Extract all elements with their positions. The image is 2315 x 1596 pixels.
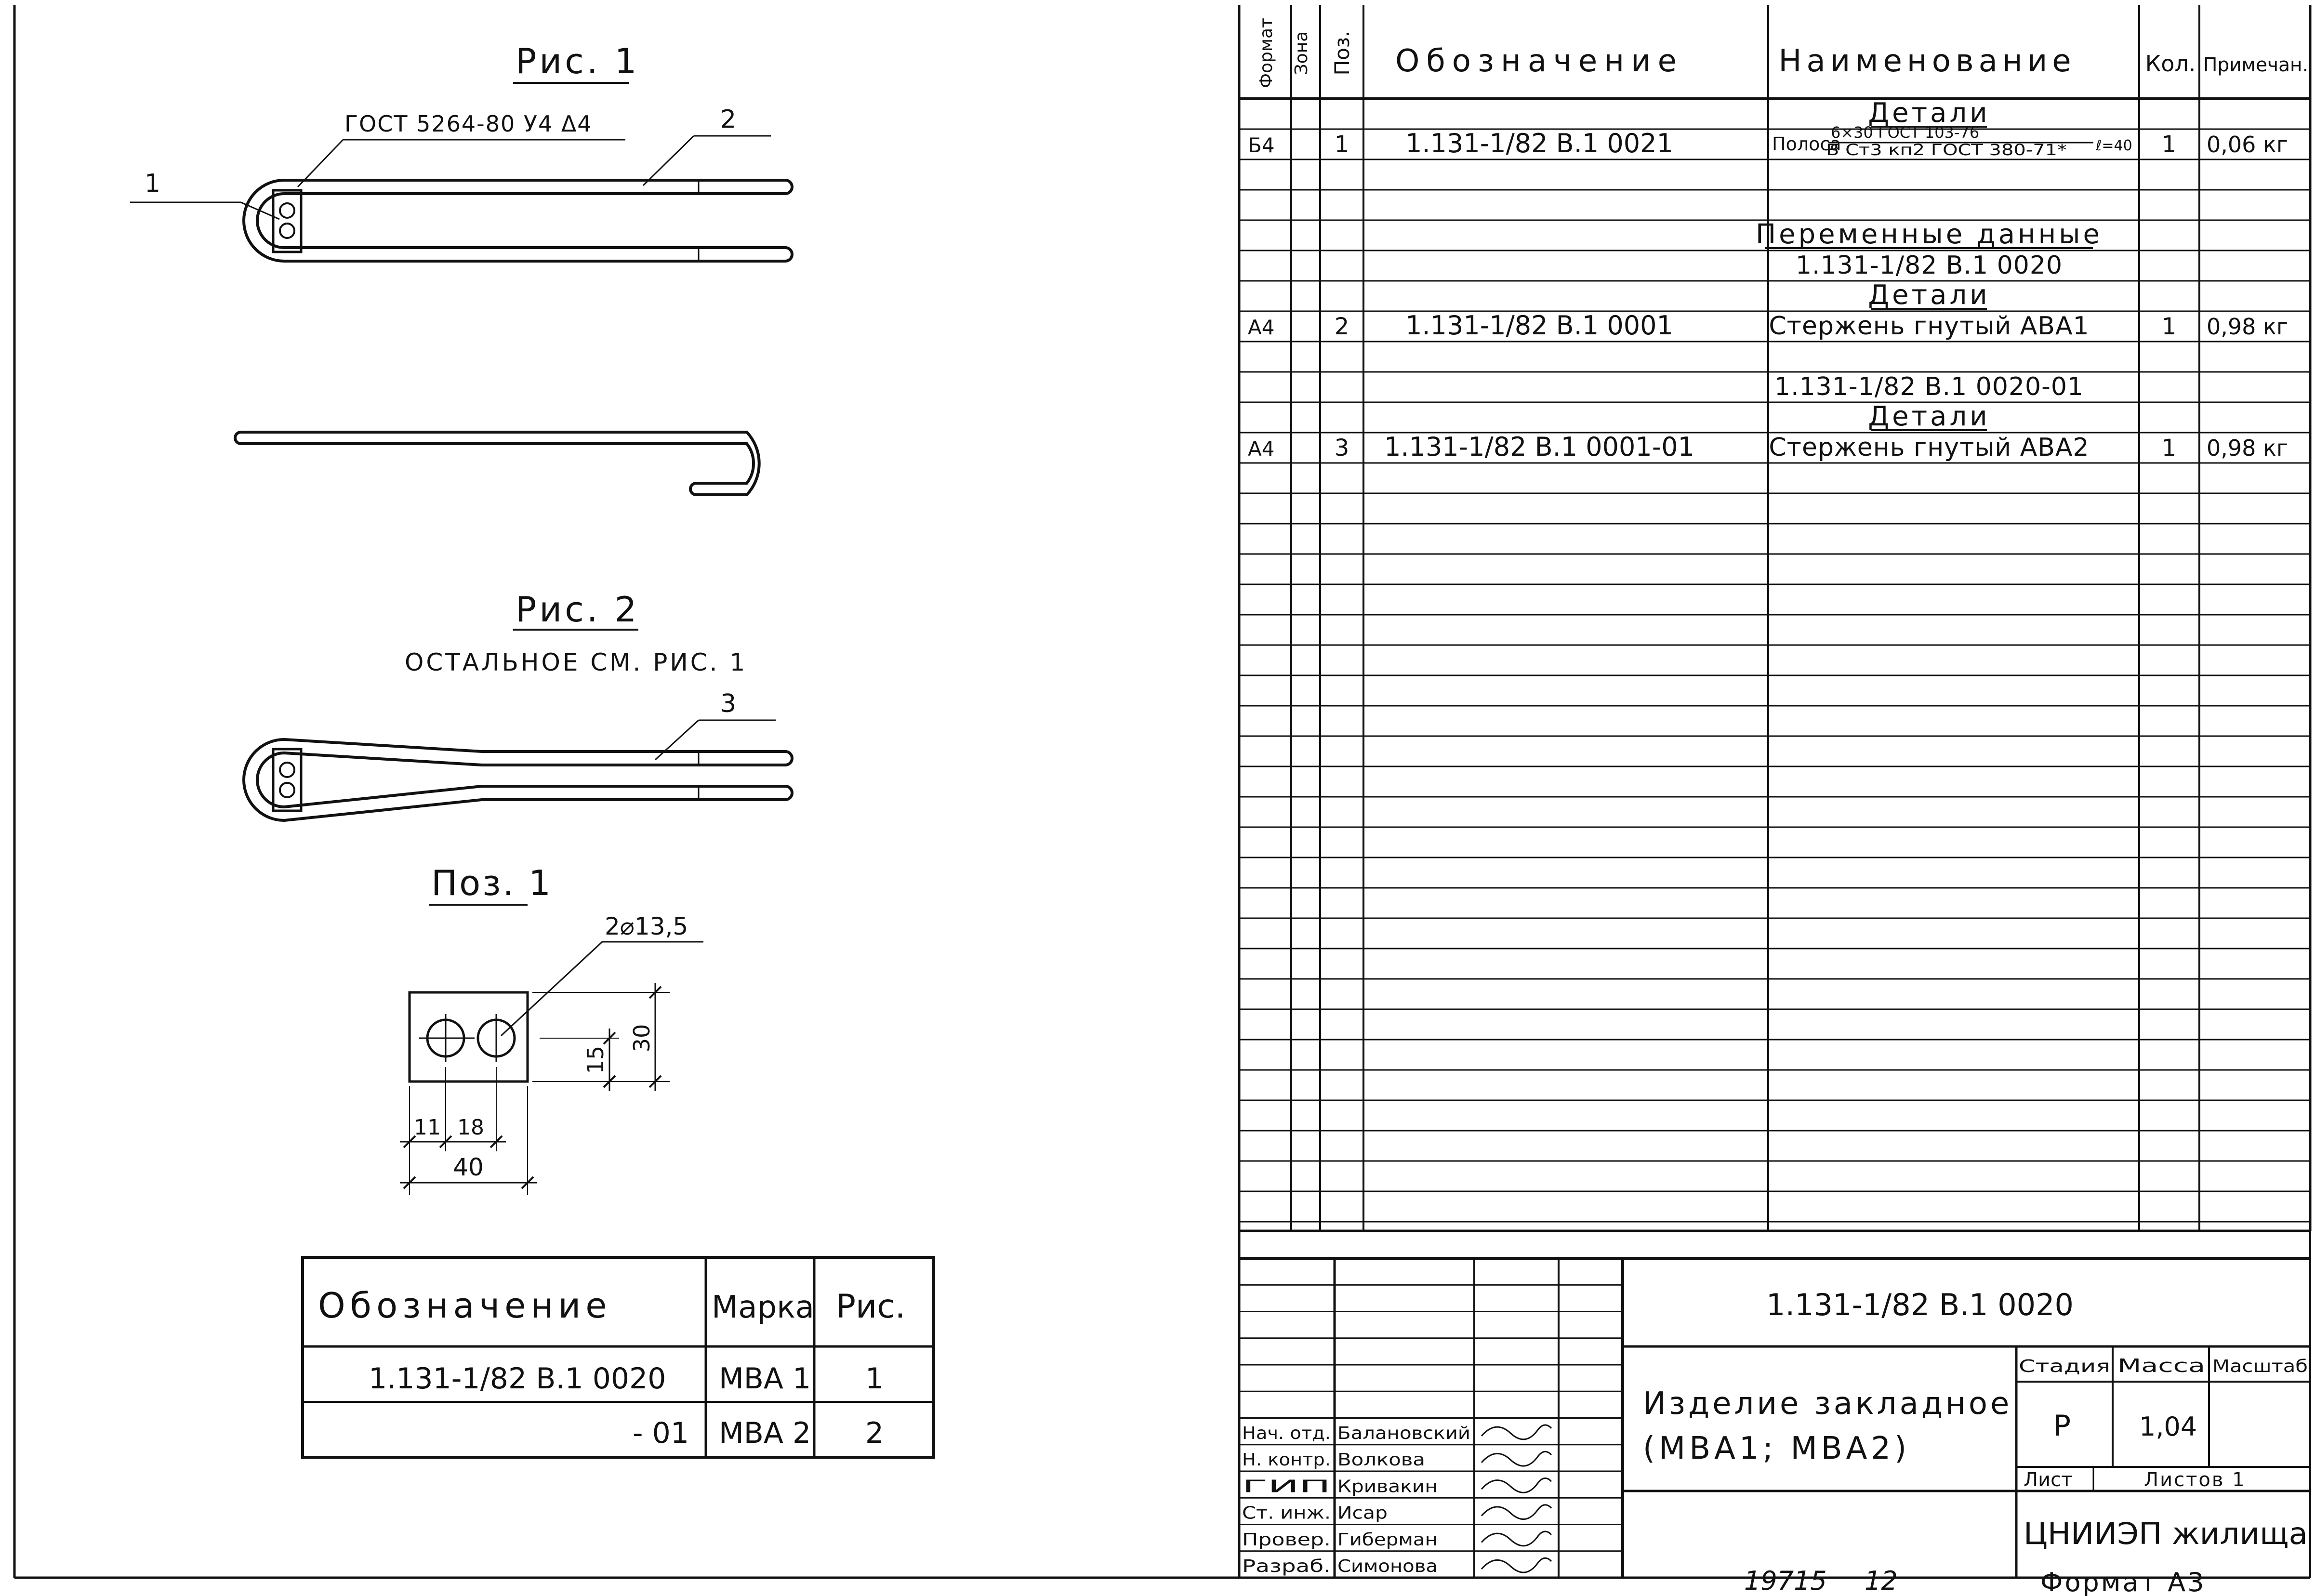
staff-name: Симонова xyxy=(1337,1556,1438,1576)
bent-rod-2-plan xyxy=(244,739,785,820)
title-block xyxy=(1239,1258,2310,1578)
spec-header-format: Формат xyxy=(1257,17,1276,89)
bent-rod-side-view xyxy=(235,432,759,495)
marks-row-2-designation: - 01 xyxy=(632,1416,689,1450)
spec-cell-name: Стержень гнутый АВА1 xyxy=(1769,312,2090,341)
spec-header-zone: Зона xyxy=(1292,31,1311,75)
figure-1 xyxy=(130,41,792,261)
staff-role: ГИП xyxy=(1242,1477,1331,1497)
figure-1-callout-1: 1 xyxy=(145,169,161,198)
inventory-number: 19715 xyxy=(1744,1566,1827,1596)
staff-row xyxy=(1242,1530,1551,1550)
staff-name: Исар xyxy=(1337,1503,1388,1523)
weld-gost-note: ГОСТ 5264-80 У4 Δ4 xyxy=(344,111,593,137)
spec-header-name: Наименование xyxy=(1778,43,2076,79)
spec-row xyxy=(1756,219,2103,250)
spec-row xyxy=(1796,251,2063,280)
footer xyxy=(1744,1566,2206,1596)
spec-header-designation: Обозначение xyxy=(1395,43,1684,79)
spec-cell-qty: 1 xyxy=(2161,435,2177,462)
staff-role: Н. контр. xyxy=(1242,1450,1331,1470)
spec-row xyxy=(1868,401,1990,432)
sheets-label: Листов 1 xyxy=(2144,1469,2246,1491)
spec-cell-name-fraction-top: 6×30 ГОСТ 103-76 xyxy=(1831,123,1980,142)
product-name-line-2: (МВА1; МВА2) xyxy=(1643,1431,1911,1466)
marks-header-fig: Рис. xyxy=(836,1288,906,1326)
marks-row-1-mark: МВА 1 xyxy=(719,1362,811,1396)
spec-section-heading: Детали xyxy=(1868,401,1990,432)
marks-row-1-fig: 1 xyxy=(865,1362,884,1396)
spec-header-note: Примечан. xyxy=(2203,54,2308,76)
spec-row xyxy=(1774,372,2084,401)
scale-label: Масштаб xyxy=(2212,1357,2308,1376)
spec-cell-pos: 3 xyxy=(1334,435,1349,462)
pos-1-title: Поз. 1 xyxy=(431,863,553,903)
spec-cell-name-fraction-bottom: В Ст3 кп2 ГОСТ 380-71* xyxy=(1826,141,2067,159)
dim-half-height: 15 xyxy=(582,1045,609,1074)
staff-row xyxy=(1242,1504,1551,1523)
spec-cell-format: А4 xyxy=(1248,316,1275,339)
dim-offset: 11 xyxy=(414,1115,441,1140)
marks-row-1-designation: 1.131-1/82 В.1 0020 xyxy=(369,1362,666,1396)
spec-cell-name: 1.131-1/82 В.1 0020 xyxy=(1795,251,2063,280)
staff-role: Разраб. xyxy=(1242,1556,1331,1576)
spec-cell-format: А4 xyxy=(1248,437,1275,461)
stage-value: Р xyxy=(2053,1409,2071,1443)
signature xyxy=(1482,1478,1551,1493)
figure-2 xyxy=(244,589,792,820)
spec-cell-name-extra: ℓ=40 xyxy=(2096,137,2132,154)
spec-section-heading: Переменные данные xyxy=(1756,219,2103,250)
document-code: 1.131-1/82 В.1 0020 xyxy=(1766,1287,2074,1322)
pos-1-detail xyxy=(400,863,703,1195)
staff-row xyxy=(1242,1556,1551,1576)
staff-role: Нач. отд. xyxy=(1242,1423,1331,1443)
staff-role: Ст. инж. xyxy=(1242,1503,1331,1523)
figure-1-callout-2: 2 xyxy=(720,105,737,134)
figure-2-title: Рис. 2 xyxy=(516,589,640,630)
staff-row xyxy=(1242,1477,1551,1496)
spec-cell-pos: 1 xyxy=(1334,131,1349,158)
staff-name: Волкова xyxy=(1337,1450,1425,1470)
spec-cell-designation: 1.131-1/82 В.1 0021 xyxy=(1405,128,1673,158)
format-label: Формат А3 xyxy=(2040,1567,2206,1596)
spec-cell-pos: 2 xyxy=(1334,313,1349,340)
organization-name: ЦНИИЭП жилища xyxy=(2024,1516,2308,1551)
marks-header-mark: Марка xyxy=(712,1290,814,1325)
holes-callout: 2⌀13,5 xyxy=(605,912,688,940)
spec-cell-name: Полоса xyxy=(1772,133,1841,155)
staff-name: Балановский xyxy=(1337,1423,1470,1443)
spec-cell-format: Б4 xyxy=(1248,133,1275,157)
sheet-label: Лист xyxy=(2024,1469,2073,1491)
spec-cell-note: 0,98 кг xyxy=(2207,314,2288,340)
marks-header-designation: Обозначение xyxy=(318,1285,612,1326)
figure-2-callout-3: 3 xyxy=(720,689,737,718)
spec-row xyxy=(1868,279,1990,311)
dim-spacing: 18 xyxy=(457,1115,484,1140)
spec-cell-name: Стержень гнутый АВА2 xyxy=(1769,433,2090,462)
signature xyxy=(1482,1558,1551,1572)
signature xyxy=(1482,1531,1551,1546)
staff-name: Гиберман xyxy=(1337,1530,1438,1550)
signature xyxy=(1482,1505,1551,1519)
spec-header-pos: Поз. xyxy=(1330,30,1354,76)
spec-cell-note: 0,06 кг xyxy=(2207,132,2288,158)
spec-cell-designation: 1.131-1/82 В.1 0001 xyxy=(1405,310,1673,341)
signature xyxy=(1482,1451,1551,1466)
stage-label: Стадия xyxy=(2019,1357,2110,1376)
spec-section-heading: Детали xyxy=(1868,279,1990,311)
product-name-line-1: Изделие закладное xyxy=(1643,1386,2012,1422)
staff-row xyxy=(1242,1424,1551,1443)
staff-role: Провер. xyxy=(1242,1530,1331,1550)
mass-label: Масса xyxy=(2117,1355,2205,1376)
dim-height: 30 xyxy=(629,1024,655,1053)
spec-table xyxy=(1239,5,2310,1231)
mass-value: 1,04 xyxy=(2139,1411,2197,1442)
spec-cell-note: 0,98 кг xyxy=(2207,435,2288,461)
spec-grid xyxy=(1239,5,2310,1231)
inventory-suffix: 12 xyxy=(1865,1566,1898,1596)
spec-cell-qty: 1 xyxy=(2161,313,2177,340)
spec-cell-designation: 1.131-1/82 В.1 0001-01 xyxy=(1384,432,1694,462)
figure-2-subtitle: ОСТАЛЬНОЕ СМ. РИС. 1 xyxy=(405,648,748,676)
staff-row xyxy=(1242,1450,1551,1470)
marks-table xyxy=(303,1257,934,1457)
spec-header-qty: Кол. xyxy=(2145,51,2196,77)
marks-row-2-fig: 2 xyxy=(865,1416,884,1450)
marks-row-2-mark: МВА 2 xyxy=(719,1416,811,1450)
staff-rows xyxy=(1242,1424,1551,1576)
staff-name: Кривакин xyxy=(1337,1477,1438,1497)
spec-section-heading: Детали xyxy=(1868,97,1990,129)
dim-width: 40 xyxy=(453,1153,484,1181)
spec-cell-name: 1.131-1/82 В.1 0020-01 xyxy=(1774,372,2084,401)
spec-cell-qty: 1 xyxy=(2161,131,2177,158)
figure-1-title: Рис. 1 xyxy=(516,41,640,81)
signature xyxy=(1482,1425,1551,1439)
plate-pos-1 xyxy=(273,190,301,252)
